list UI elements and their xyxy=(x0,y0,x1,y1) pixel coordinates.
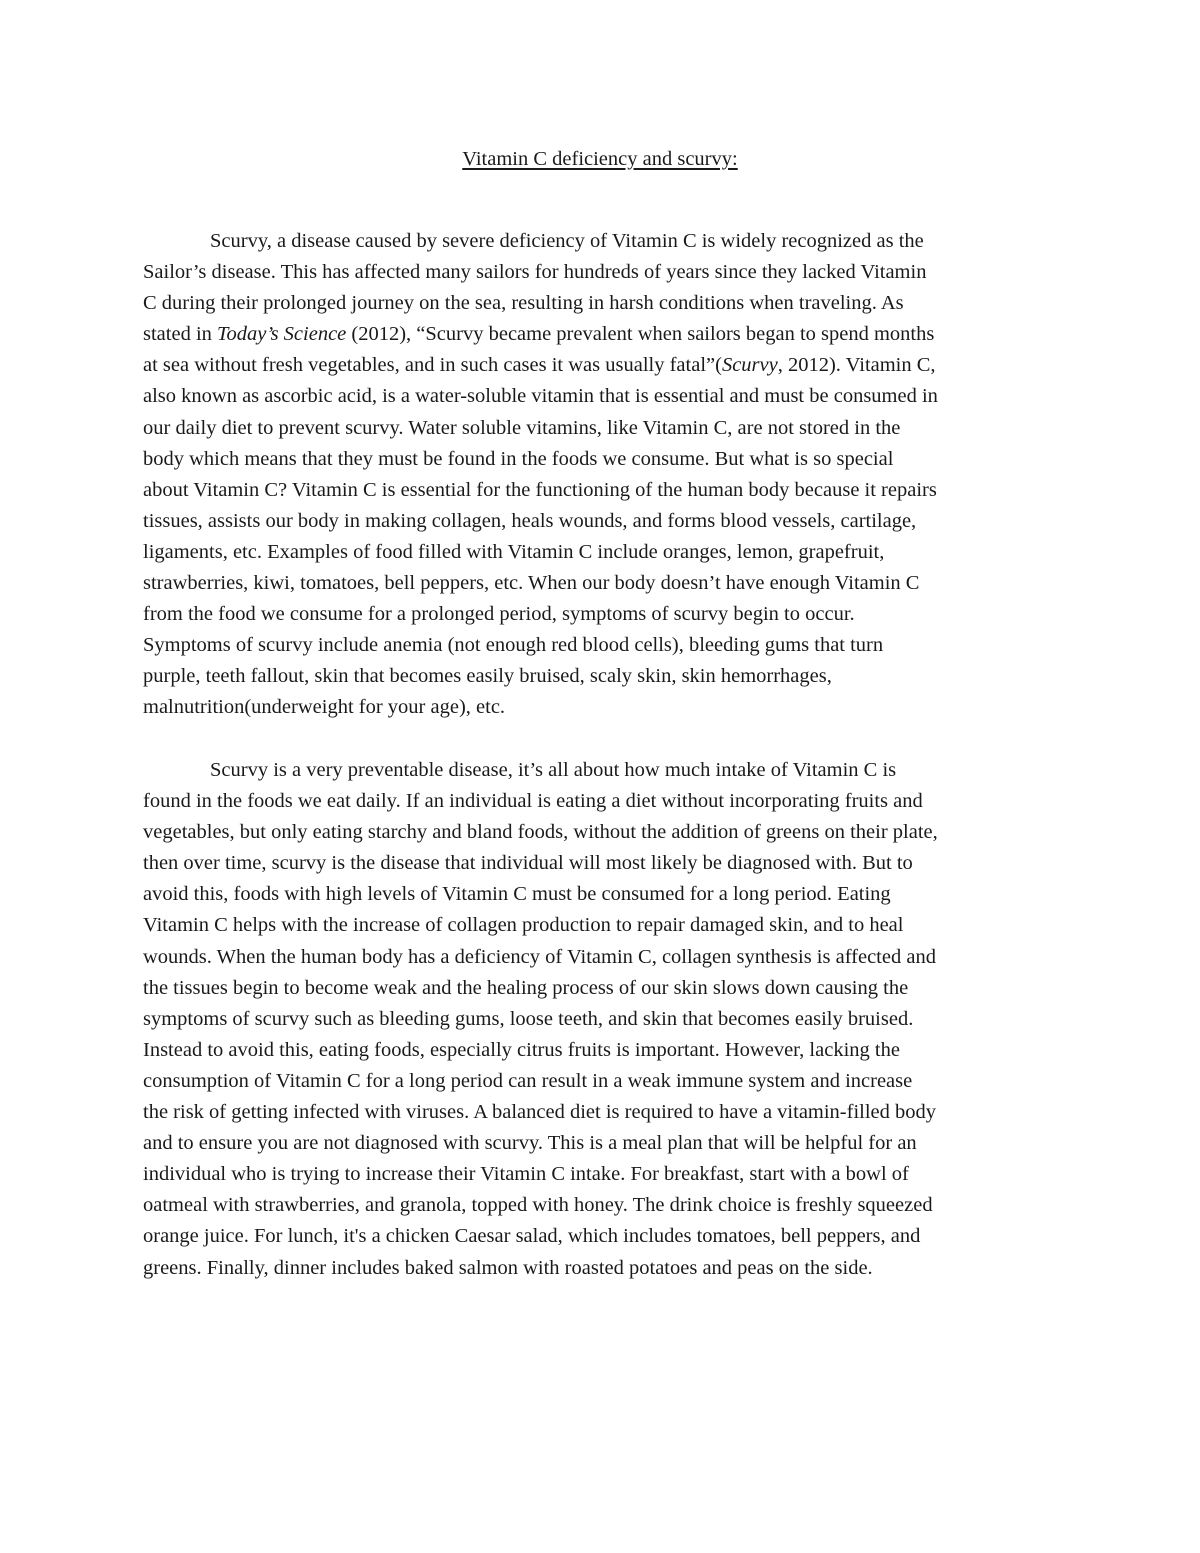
paragraph-2-line: consumption of Vitamin C for a long period can result in a weak immune system and increase xyxy=(143,1069,913,1092)
paragraph-1-line: Sailor’s disease. This has affected many sailors for hundreds of years since they lacked Vitamin xyxy=(143,261,927,284)
paragraph-1-line: malnutrition(underweight for your age), etc. xyxy=(143,696,506,719)
paragraph-2-line: greens. Finally, dinner includes baked salmon with roasted potatoes and peas on the side. xyxy=(143,1256,873,1279)
paragraph-1-line: about Vitamin C? Vitamin C is essential for the functioning of the human body because it repairs xyxy=(143,478,937,501)
paragraph-1-line: Scurvy, a disease caused by severe deficiency of Vitamin C is widely recognized as the xyxy=(210,230,924,252)
paragraph-2-line: wounds. When the human body has a deficiency of Vitamin C, collagen synthesis is affected and xyxy=(143,945,936,968)
paragraph-1 xyxy=(143,226,1063,724)
paragraph-2-line: then over time, scurvy is the disease that individual will most likely be diagnosed with. But to xyxy=(143,852,913,875)
paragraph-2-line: Scurvy is a very preventable disease, it’s all about how much intake of Vitamin C is xyxy=(210,759,897,781)
paragraph-2 xyxy=(143,755,1063,1284)
paragraph-2-line: Instead to avoid this, eating foods, especially citrus fruits is important. However, lacking the xyxy=(143,1038,900,1061)
paragraph-2-line: found in the foods we eat daily. If an individual is eating a diet without incorporating fruits and xyxy=(143,790,923,813)
paragraph-2-line: orange juice. For lunch, it's a chicken Caesar salad, which includes tomatoes, bell peppers, and xyxy=(143,1225,921,1248)
source-title-italic: Today’s Science xyxy=(217,323,347,346)
paragraph-1-line: tissues, assists our body in making collagen, heals wounds, and forms blood vessels, cartilage, xyxy=(143,509,917,532)
paragraph-1-line: body which means that they must be found in the foods we consume. But what is so special xyxy=(143,447,894,470)
paragraph-2-line: symptoms of scurvy such as bleeding gums, loose teeth, and skin that becomes easily bruised. xyxy=(143,1007,914,1030)
paragraph-2-line: vegetables, but only eating starchy and bland foods, without the addition of greens on their plate, xyxy=(143,821,938,844)
paragraph-1-line-with-source xyxy=(143,319,1063,350)
paragraph-2-line: Vitamin C helps with the increase of collagen production to repair damaged skin, and to heal xyxy=(143,914,904,937)
citation-italic: Scurvy xyxy=(721,354,778,377)
paragraph-1-line-with-citation xyxy=(143,350,1063,381)
line-text: (2012), “Scurvy became prevalent when sailors began to spend months xyxy=(346,323,935,346)
paragraph-2-line: the risk of getting infected with viruses. A balanced diet is required to have a vitamin-filled body xyxy=(143,1101,937,1124)
line-text: at sea without fresh vegetables, and in such cases it was usually fatal”( xyxy=(143,354,722,377)
paragraph-1-line: purple, teeth fallout, skin that becomes easily bruised, scaly skin, skin hemorrhages, xyxy=(143,665,832,688)
paragraph-2-line: oatmeal with strawberries, and granola, topped with honey. The drink choice is freshly squeezed xyxy=(143,1194,933,1217)
paragraph-2-line: the tissues begin to become weak and the healing process of our skin slows down causing the xyxy=(143,976,909,999)
paragraph-1-line: Symptoms of scurvy include anemia (not enough red blood cells), bleeding gums that turn xyxy=(143,634,884,657)
paragraph-1-line: ligaments, etc. Examples of food filled with Vitamin C include oranges, lemon, grapefruit, xyxy=(143,540,885,563)
paragraph-2-line: and to ensure you are not diagnosed with scurvy. This is a meal plan that will be helpful for an xyxy=(143,1132,917,1155)
paragraph-1-line: also known as ascorbic acid, is a water-soluble vitamin that is essential and must be consumed in xyxy=(143,385,938,408)
line-text: , 2012). Vitamin C, xyxy=(777,354,936,377)
line-text: stated in xyxy=(143,323,218,346)
document-title: Vitamin C deficiency and scurvy: xyxy=(462,148,738,170)
paragraph-1-line: our daily diet to prevent scurvy. Water soluble vitamins, like Vitamin C, are not stored in the xyxy=(143,416,901,439)
paragraph-2-line: avoid this, foods with high levels of Vitamin C must be consumed for a long period. Eating xyxy=(143,883,891,906)
paragraph-1-line: strawberries, kiwi, tomatoes, bell peppers, etc. When our body doesn’t have enough Vitamin C xyxy=(143,572,920,595)
paragraph-1-line: from the food we consume for a prolonged period, symptoms of scurvy begin to occur. xyxy=(143,603,855,626)
paragraph-2-line: individual who is trying to increase their Vitamin C intake. For breakfast, start with a bowl of xyxy=(143,1163,909,1186)
paragraph-1-line: C during their prolonged journey on the sea, resulting in harsh conditions when traveling. As xyxy=(143,292,904,315)
